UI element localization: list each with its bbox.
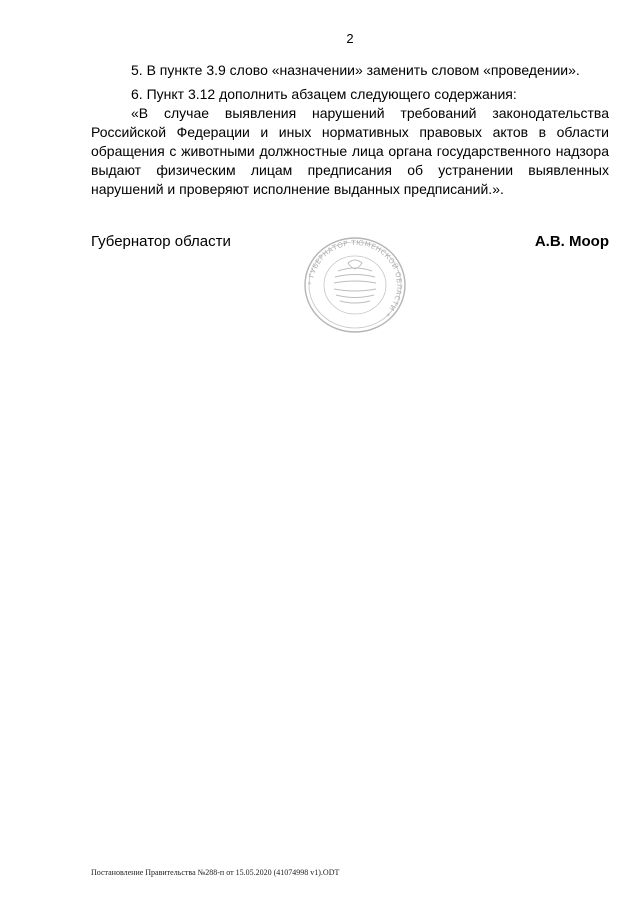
seal-ring-text: * ГУБЕРНАТОР ТЮМЕНСКОЙ ОБЛАСТИ * <box>306 238 404 319</box>
paragraph-item-6: 6. Пункт 3.12 дополнить абзацем следующего содержания: <box>131 86 517 102</box>
official-seal-stamp <box>300 235 410 335</box>
quoted-paragraph <box>91 104 609 199</box>
page-number: 2 <box>346 31 354 46</box>
quote-line: обращения с животными должностные лица органа государственного надзора <box>91 143 609 159</box>
quote-line: «В случае выявления нарушений требований законодательства <box>131 105 609 121</box>
quote-line: нарушений и проверяют исполнение выданных предписаний.». <box>91 181 504 197</box>
signatory-name: А.В. Моор <box>534 233 609 250</box>
paragraph-item-5: 5. В пункте 3.9 слово «назначении» заменить словом «проведении». <box>131 62 580 78</box>
quote-line: выдают физическим лицам предписания об устранении выявленных <box>91 162 609 178</box>
document-footer: Постановление Правительства №288-п от 15.05.2020 (41074998 v1).ODT <box>91 868 340 877</box>
signatory-title: Губернатор области <box>91 233 231 250</box>
quote-line: Российской Федерации и иных нормативных правовых актов в области <box>91 124 609 140</box>
